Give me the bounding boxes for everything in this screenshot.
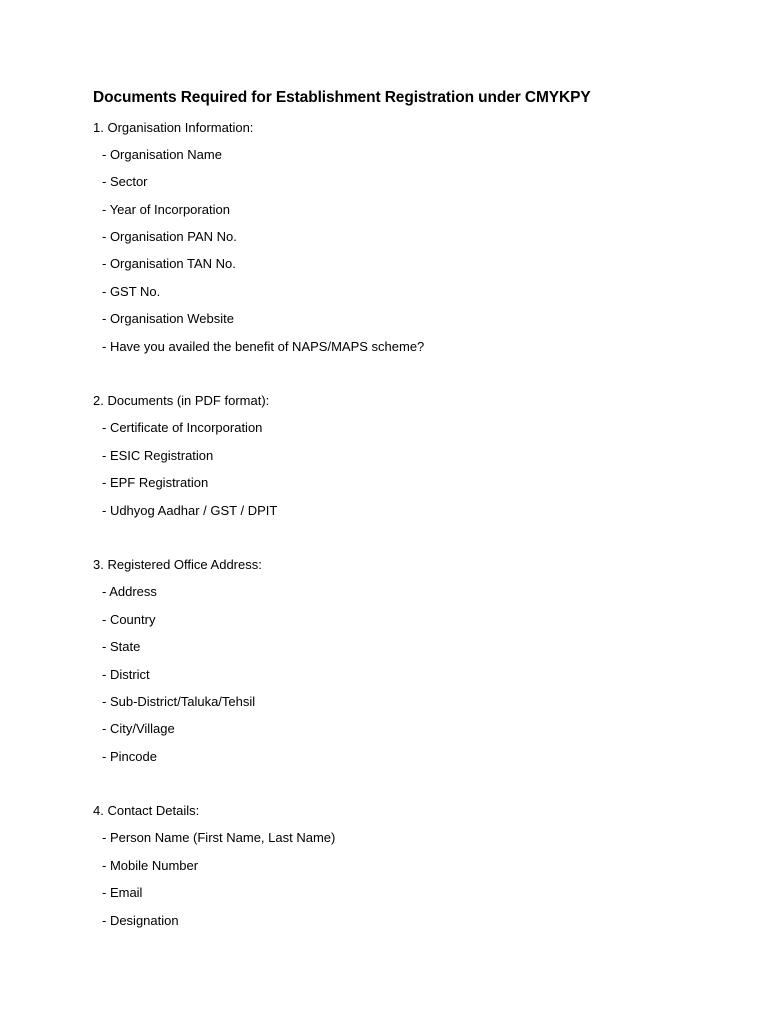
list-item: - Sector — [102, 174, 148, 189]
list-item: - Organisation Name — [102, 147, 222, 162]
list-item: - Person Name (First Name, Last Name) — [102, 830, 336, 845]
list-item: - ESIC Registration — [102, 448, 214, 463]
list-item: - Organisation TAN No. — [102, 256, 236, 271]
list-item: - Email — [102, 885, 143, 900]
section-heading-contact-details: 4. Contact Details: — [93, 803, 200, 818]
section-heading-documents: 2. Documents (in PDF format): — [93, 393, 270, 408]
list-item: - Have you availed the benefit of NAPS/MAPS scheme? — [102, 339, 425, 354]
list-item: - Organisation PAN No. — [102, 229, 237, 244]
section-heading-registered-office-address: 3. Registered Office Address: — [93, 557, 262, 572]
list-item: - Year of Incorporation — [102, 202, 230, 217]
list-item: - Udhyog Aadhar / GST / DPIT — [102, 503, 278, 518]
list-item: - Pincode — [102, 749, 157, 764]
list-item: - State — [102, 639, 141, 654]
list-item: - Address — [102, 584, 157, 599]
section-heading-organisation-information: 1. Organisation Information: — [93, 120, 254, 135]
list-item: - Organisation Website — [102, 311, 234, 326]
list-item: - City/Village — [102, 721, 175, 736]
list-item: - EPF Registration — [102, 475, 209, 490]
list-item: - Sub-District/Taluka/Tehsil — [102, 694, 256, 709]
document-title: Documents Required for Establishment Registration under CMYKPY — [93, 89, 591, 106]
list-item: - Mobile Number — [102, 858, 199, 873]
list-item: - Country — [102, 612, 156, 627]
list-item: - Designation — [102, 913, 179, 928]
list-item: - Certificate of Incorporation — [102, 420, 263, 435]
list-item: - District — [102, 667, 150, 682]
list-item: - GST No. — [102, 284, 161, 299]
